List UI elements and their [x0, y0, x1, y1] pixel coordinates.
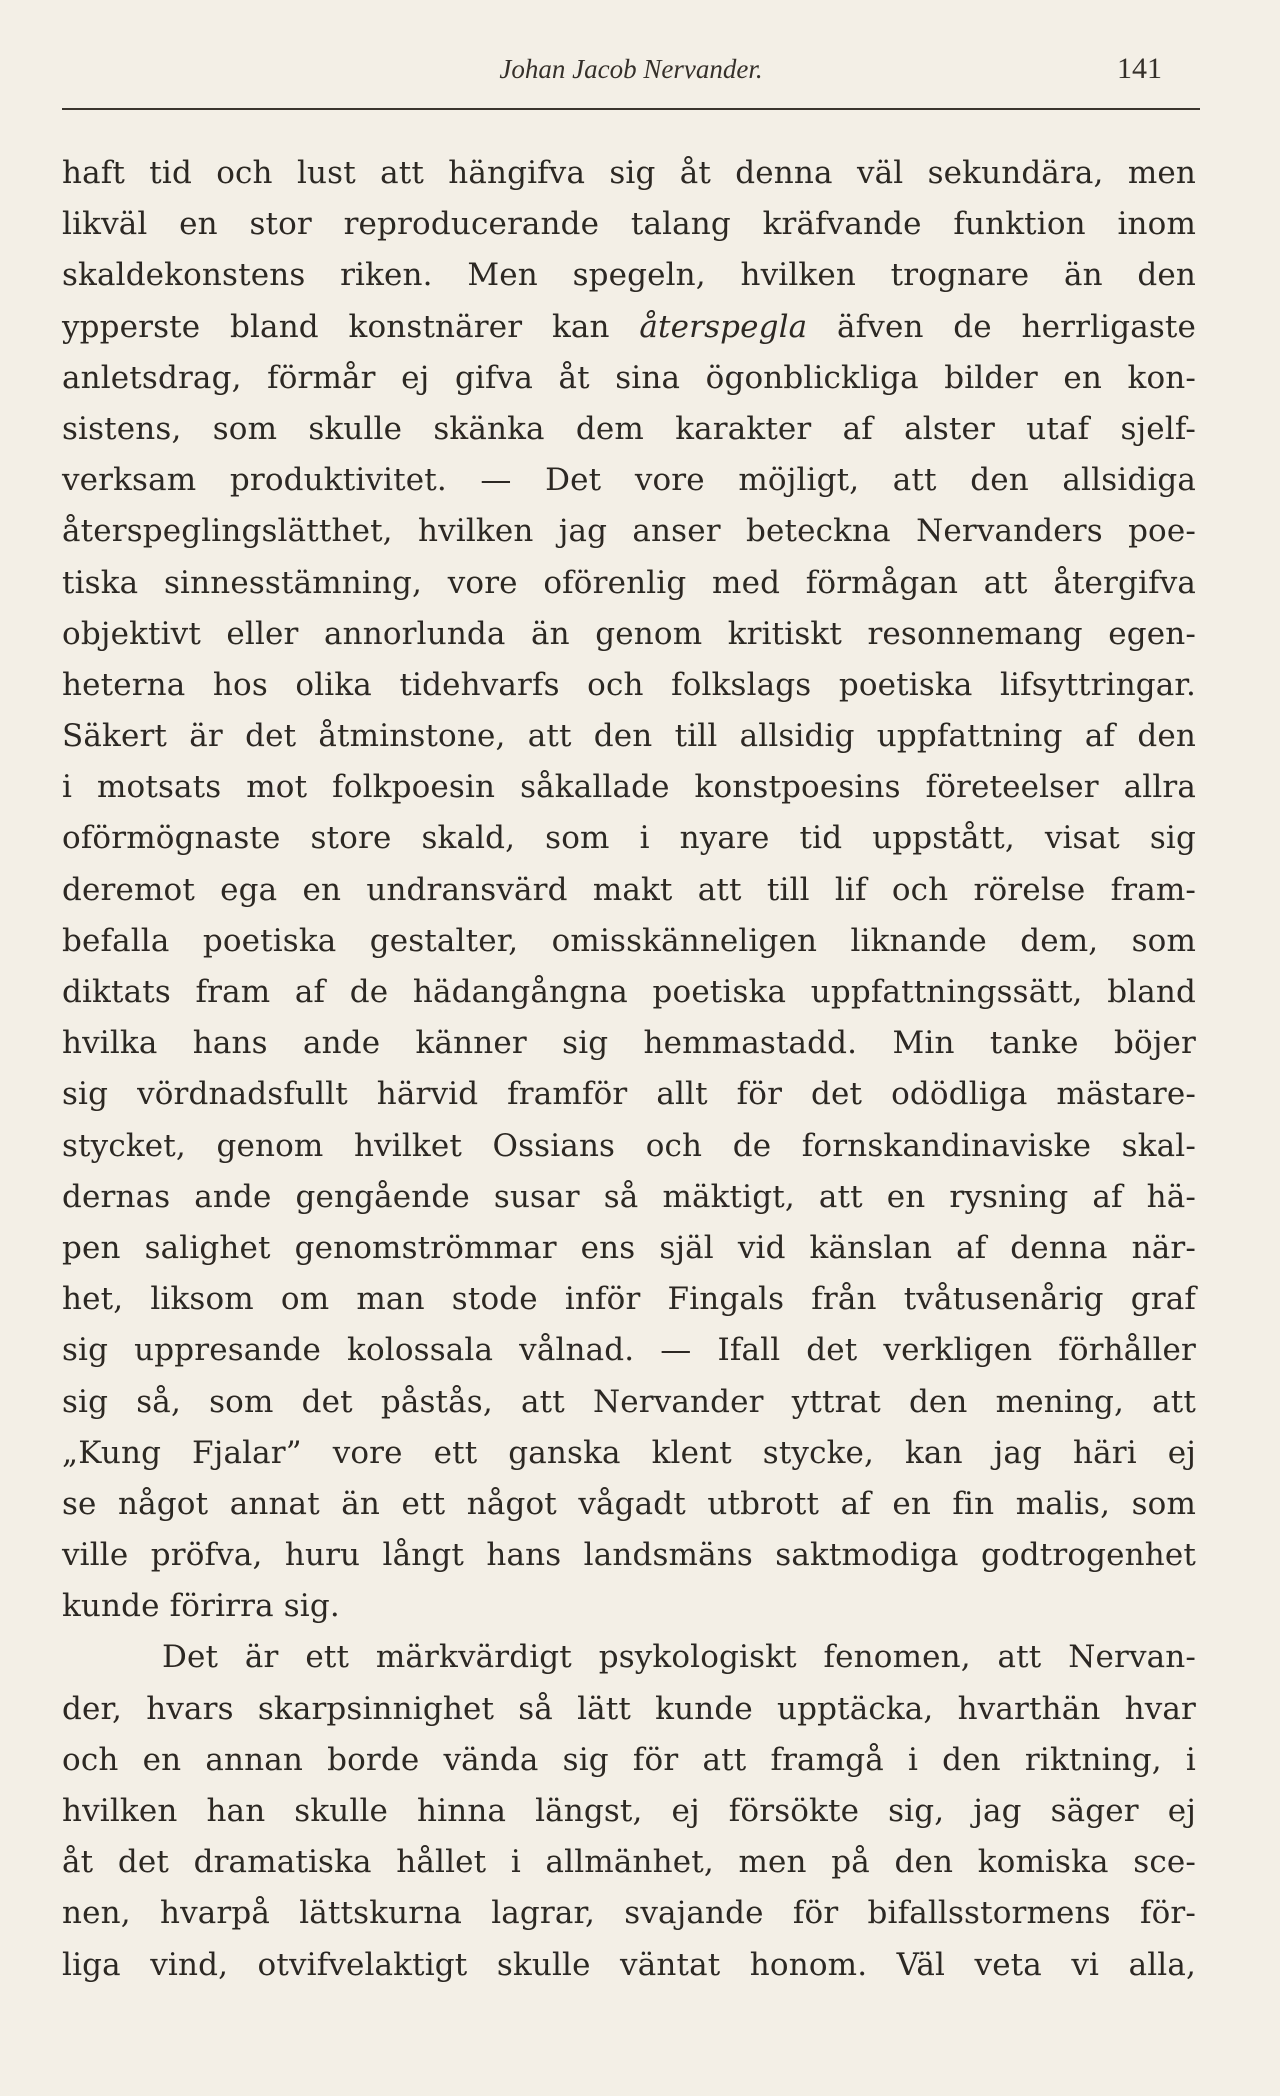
text-line: sig vördnadsfullt härvid framför allt för det odödliga mästare- — [62, 1076, 1196, 1113]
text-line: likväl en stor reproducerande talang kräfvande funktion inom — [62, 206, 1196, 243]
text-line: hvilken han skulle hinna längst, ej försökte sig, jag säger ej — [62, 1793, 1196, 1829]
running-title: Johan Jacob Nervander. — [499, 54, 763, 84]
paragraph-2 — [62, 1632, 1196, 1990]
text-line: hvilka hans ande känner sig hemmastadd. Min tanke böjer — [62, 1025, 1196, 1062]
text-line: diktats fram af de hädangångna poetiska uppfattningssätt, bland — [62, 974, 1196, 1010]
text-line: ville pröfva, huru långt hans landsmäns saktmodiga godtrogenhet — [62, 1537, 1196, 1574]
text-line: återspeglingslätthet, hvilken jag anser beteckna Nervanders poe- — [62, 513, 1196, 550]
text-line: liga vind, otvifvelaktigt skulle väntat honom. Väl veta vi alla, — [62, 1946, 1196, 1983]
text-line: der, hvars skarpsinnighet så lätt kunde upptäcka, hvarthän hvar — [62, 1690, 1196, 1727]
text-run: ypperste bland konstnärer kan — [62, 308, 640, 345]
text-line: objektivt eller annorlunda än genom kritiskt resonnemang egen- — [62, 615, 1196, 652]
text-line: tiska sinnesstämning, vore oförenlig med förmågan att återgifva — [62, 564, 1196, 601]
paragraph-1 — [62, 148, 1196, 1632]
text-line: Säkert är det åtminstone, att den till allsidig uppfattning af den — [62, 718, 1196, 755]
text-line: pen salighet genomströmmar ens själ vid känslan af denna när- — [62, 1229, 1196, 1266]
text-run: äfven de herrligaste — [807, 308, 1196, 345]
text-line: skaldekonstens riken. Men spegeln, hvilken trognare än den — [62, 257, 1196, 294]
text-line: nen, hvarpå lättskurna lagrar, svajande för bifallsstormens för- — [62, 1895, 1196, 1932]
text-line: het, liksom om man stode inför Fingals från tvåtusenårig graf — [62, 1281, 1196, 1318]
text-line: anletsdrag, förmår ej gifva åt sina ögonblickliga bilder en kon- — [62, 359, 1196, 396]
text-line: verksam produktivitet. — Det vore möjligt, att den allsidiga — [62, 462, 1196, 499]
text-line: sig uppresande kolossala vålnad. — Ifall det verkligen förhåller — [62, 1332, 1196, 1369]
text-line: „Kung Fjalar” vore ett ganska klent stycke, kan jag häri ej — [62, 1434, 1196, 1471]
text-line: haft tid och lust att hängifva sig åt denna väl sekundära, men — [62, 155, 1196, 191]
text-line: dernas ande gengående susar så mäktigt, att en rysning af hä- — [62, 1178, 1196, 1215]
body-text — [62, 148, 1196, 1991]
text-line: och en annan borde vända sig för att framgå i den riktning, i — [62, 1741, 1196, 1778]
text-line: åt det dramatiska hållet i allmänhet, men på den komiska sce- — [62, 1844, 1196, 1881]
text-line: stycket, genom hvilket Ossians och de fornskandinaviske skal- — [62, 1127, 1196, 1164]
text-line: se något annat än ett något vågadt utbrott af en fin malis, som — [62, 1485, 1196, 1522]
text-line: kunde förirra sig. — [62, 1588, 340, 1625]
page-number: 141 — [1117, 52, 1162, 85]
text-line: deremot ega en undransvärd makt att till lif och rörelse fram- — [62, 871, 1196, 908]
text-line: i motsats mot folkpoesin såkallade konstpoesins företeelser allra — [62, 769, 1196, 806]
text-line: oförmögnaste store skald, som i nyare tid uppstått, visat sig — [62, 820, 1196, 857]
text-line: sistens, som skulle skänka dem karakter af alster utaf sjelf- — [62, 410, 1196, 447]
text-line: heterna hos olika tidehvarfs och folkslags poetiska lifsyttringar. — [62, 666, 1196, 703]
text-line: Det är ett märkvärdigt psykologiskt fenomen, att Nervan- — [162, 1639, 1196, 1676]
text-line: sig så, som det påstås, att Nervander yttrat den mening, att — [62, 1383, 1196, 1420]
text-line — [62, 302, 1196, 353]
running-head — [62, 48, 1200, 92]
italic-emphasis: återspegla — [639, 308, 808, 345]
text-line: befalla poetiska gestalter, omisskänneligen liknande dem, som — [62, 922, 1196, 959]
header-rule — [62, 108, 1200, 110]
